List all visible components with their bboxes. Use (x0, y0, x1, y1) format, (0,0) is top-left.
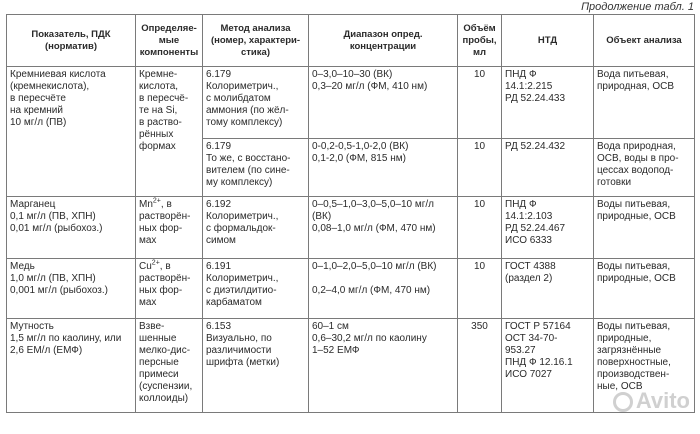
cell-method: 6.153 Визуально, по различимости шрифта (метки) (203, 319, 309, 413)
cell-component: Взве- шенные мелко-дис- персные примеси (суспензии, коллоиды) (136, 319, 203, 413)
cell-method: 6.179 То же, с восстано- вителем (по сине- му комплексу) (203, 139, 309, 197)
table-row (7, 197, 695, 259)
cell-object: Воды питьевая, природные, ОСВ (594, 259, 695, 319)
cell-ntd: ПНД Ф 14.1:2.215 РД 52.24.433 (502, 67, 594, 139)
component-ion: Mn (139, 199, 153, 210)
watermark-text: Avito (635, 388, 690, 413)
table-row (7, 67, 695, 139)
header-ntd: НТД (502, 15, 594, 67)
cell-volume: 10 (458, 197, 502, 259)
analysis-table (6, 14, 695, 413)
component-rest: , в растворён- ных фор- мах (139, 261, 191, 308)
cell-method: 6.191 Колориметрич., с диэтилдитио- карбаматом (203, 259, 309, 319)
cell-indicator: Мутность 1,5 мг/л по каолину, или 2,6 ЕМ/л (ЕМФ) (7, 319, 136, 413)
cell-object: Вода питьевая, природная, ОСВ (594, 67, 695, 139)
cell-method: 6.179 Колориметрич., с молибдатом аммония (по жёл- тому комплексу) (203, 67, 309, 139)
avito-logo-icon (613, 392, 633, 412)
watermark (613, 388, 690, 414)
component-charge: 2+ (151, 259, 160, 267)
cell-volume: 10 (458, 67, 502, 139)
cell-component (136, 197, 203, 259)
cell-indicator: Медь 1,0 мг/л (ПВ, ХПН) 0,001 мг/л (рыбохоз.) (7, 259, 136, 319)
cell-volume: 10 (458, 259, 502, 319)
cell-range: 0–0,5–1,0–3,0–5,0–10 мг/л (ВК) 0,08–1,0 мг/л (ФМ, 470 нм) (309, 197, 458, 259)
cell-range: 0-0,2-0,5-1,0-2,0 (ВК) 0,1-2,0 (ФМ, 815 нм) (309, 139, 458, 197)
component-ion: Cu (139, 261, 152, 272)
component-charge: 2+ (152, 197, 161, 205)
cell-object: Воды питьевая, природные, загрязнённые поверхностные, производствен- ные, ОСВ (594, 319, 695, 413)
header-components: Определяе- мые компоненты (136, 15, 203, 67)
header-volume: Объём пробы, мл (458, 15, 502, 67)
cell-range: 60–1 см 0,6–30,2 мг/л по каолину 1–52 ЕМФ (309, 319, 458, 413)
cell-ntd: ГОСТ Р 57164 ОСТ 34-70- 953.27 ПНД Ф 12.16.1 ИСО 7027 (502, 319, 594, 413)
cell-range: 0–3,0–10–30 (ВК) 0,3–20 мг/л (ФМ, 410 нм) (309, 67, 458, 139)
cell-ntd: ГОСТ 4388 (раздел 2) (502, 259, 594, 319)
table-caption: Продолжение табл. 1 (581, 1, 694, 13)
cell-range: 0–1,0–2,0–5,0–10 мг/л (ВК) 0,2–4,0 мг/л (ФМ, 470 нм) (309, 259, 458, 319)
table-row (7, 259, 695, 319)
cell-ntd: ПНД Ф 14.1:2.103 РД 52.24.467 ИСО 6333 (502, 197, 594, 259)
cell-volume: 350 (458, 319, 502, 413)
cell-component (136, 259, 203, 319)
header-row (7, 15, 695, 67)
cell-volume: 10 (458, 139, 502, 197)
header-object: Объект анализа (594, 15, 695, 67)
cell-component: Кремне- кислота, в пересчё- те на Si, в раство- рённых формах (136, 67, 203, 197)
header-indicator: Показатель, ПДК (норматив) (7, 15, 136, 67)
cell-ntd: РД 52.24.432 (502, 139, 594, 197)
cell-indicator: Марганец 0,1 мг/л (ПВ, ХПН) 0,01 мг/л (рыбохоз.) (7, 197, 136, 259)
cell-indicator: Кремниевая кислота (кремнекислота), в пересчёте на кремний 10 мг/л (ПВ) (7, 67, 136, 197)
header-method: Метод анализа (номер, характери- стика) (203, 15, 309, 67)
header-range: Диапазон опред. концентрации (309, 15, 458, 67)
cell-object: Вода природная, ОСВ, воды в про- цессах водопод- готовки (594, 139, 695, 197)
component-rest: , в растворён- ных фор- мах (139, 199, 191, 246)
cell-method: 6.192 Колориметрич., с формальдок- симом (203, 197, 309, 259)
cell-object: Воды питьевая, природные, ОСВ (594, 197, 695, 259)
table-row (7, 319, 695, 413)
